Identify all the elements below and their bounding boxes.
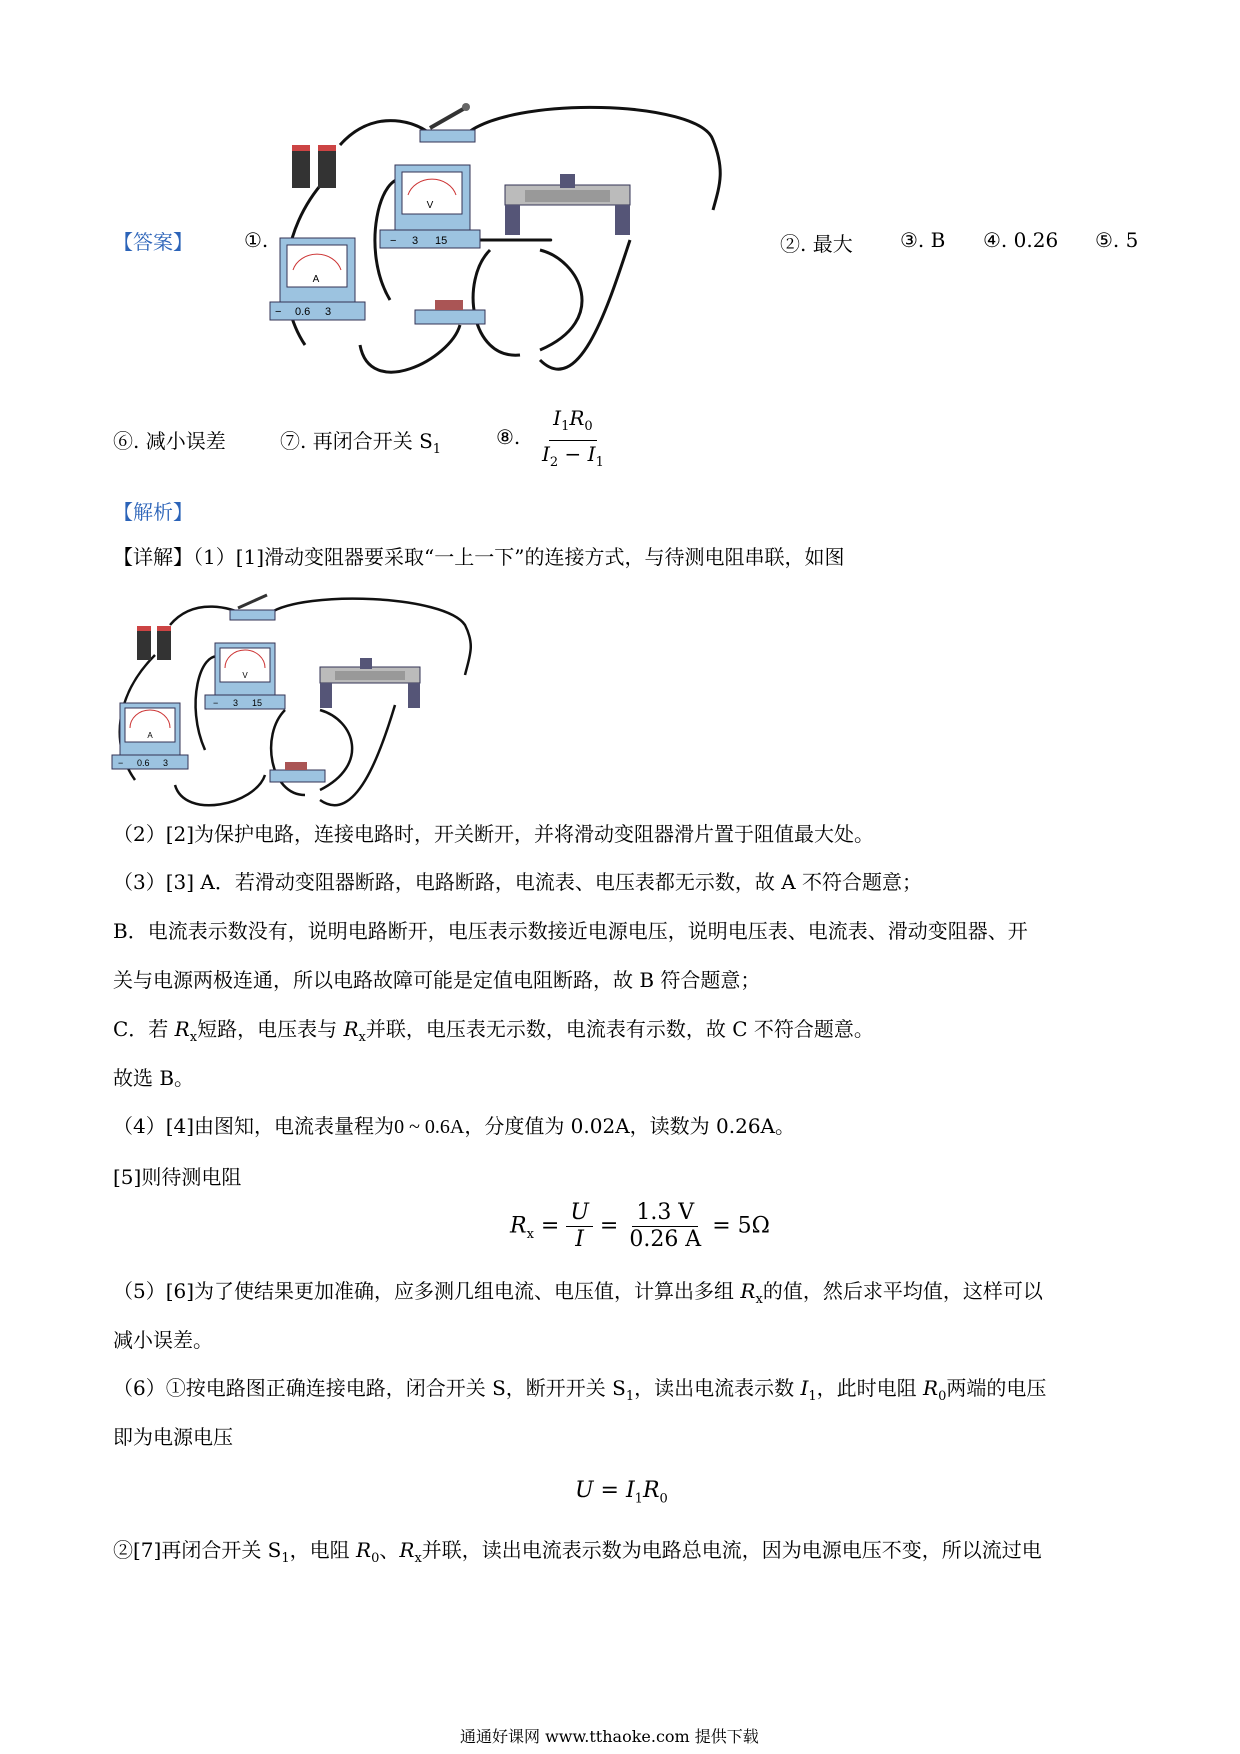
svg-text:3: 3	[325, 306, 332, 318]
svg-text:15: 15	[435, 235, 448, 247]
answer-item-4: ④. 0.26	[983, 228, 1059, 252]
paragraph-8: ②[7]再闭合开关 $S_1$，电阻 $R_0$、$R_x$并联，读出电流表示数为电路总电流，因为电源电压不变，所以流过电	[113, 1538, 1042, 1566]
detail-line-1: 【详解】（1）[1]滑动变阻器要采取“一上一下”的连接方式，与待测电阻串联，如图	[113, 545, 845, 569]
answer-item-3: ③. B	[900, 228, 946, 252]
paragraph-7a: （6）①按电路图正确连接电路，闭合开关 S，断开开关 $S_1$，读出电流表示数 $I_1$，此时电阻 $R_0$两端的电压	[113, 1376, 1047, 1404]
rheostat-icon	[505, 174, 630, 235]
battery-icon	[292, 145, 336, 188]
svg-text:−: −	[275, 306, 282, 318]
paragraph-3c: 关与电源两极连通，所以电路故障可能是定值电阻断路，故 B 符合题意；	[113, 968, 761, 992]
equation-rx: $R_x$ = $\frac{U}{I}$ = $\frac{1.3 V}{0.26 A}$ = 5Ω	[510, 1200, 770, 1252]
switch-icon	[230, 595, 275, 620]
analysis-label: 【解析】	[113, 500, 193, 524]
paragraph-4a: （4）[4]由图知，电流表量程为0 ~ 0.6A，分度值为 0.02A，读数为 0.26A。	[113, 1114, 795, 1138]
svg-text:0.6: 0.6	[137, 758, 150, 768]
paragraph-2: （2）[2]为保护电路，连接电路时，开关断开，并将滑动变阻器滑片置于阻值最大处。	[113, 822, 875, 846]
paragraph-3a: （3）[3] A．若滑动变阻器断路，电路断路，电流表、电压表都无示数，故 A 不符合题意；	[113, 870, 923, 894]
page-footer: 通通好课网 www.tthaoke.com 提供下载	[460, 1727, 759, 1746]
svg-text:−: −	[213, 698, 219, 708]
switch-icon	[420, 103, 475, 142]
paragraph-3b: B．电流表示数没有，说明电路断开，电压表示数接近电源电压，说明电压表、电流表、滑动变阻器、开	[113, 919, 1028, 943]
paragraph-6b: 减小误差。	[113, 1328, 213, 1352]
answer-item-8: ⑧.	[496, 425, 521, 449]
answer-item-5: ⑤. 5	[1095, 228, 1139, 252]
rheostat-icon	[320, 658, 420, 708]
answer-item-6: ⑥. 减小误差	[113, 429, 226, 453]
answer-label: 【答案】	[113, 230, 193, 254]
svg-text:−: −	[118, 758, 124, 768]
paragraph-5: [5]则待测电阻	[113, 1165, 242, 1189]
svg-text:A: A	[312, 274, 320, 285]
paragraph-7b: 即为电源电压	[113, 1425, 233, 1449]
paragraph-6a: （5）[6]为了使结果更加准确，应多测几组电流、电压值，计算出多组 $R_x$的值，然后求平均值，这样可以	[113, 1279, 1043, 1307]
svg-text:15: 15	[252, 698, 263, 708]
svg-text:A: A	[147, 731, 153, 740]
answer-item-7: ⑦. 再闭合开关 $S_1$	[280, 429, 442, 457]
svg-text:V: V	[426, 200, 434, 211]
circuit-diagram-detail	[115, 595, 485, 810]
answer-item-2: ②. 最大	[780, 232, 853, 256]
voltmeter-icon	[205, 643, 285, 709]
voltmeter-icon	[380, 165, 480, 248]
ammeter-icon	[270, 238, 365, 320]
svg-text:3: 3	[163, 758, 169, 768]
resistor-icon	[270, 762, 325, 782]
svg-text:0.6: 0.6	[295, 306, 311, 318]
ammeter-icon	[112, 703, 188, 769]
answer-formula-8: $\frac{I_1R_0}{I_2 - I_1}$	[542, 406, 604, 470]
answer-item-1: ①.	[244, 228, 269, 252]
svg-text:3: 3	[233, 698, 239, 708]
svg-text:V: V	[242, 671, 248, 680]
equation-u: $U = I_1R_0$	[575, 1478, 668, 1507]
circuit-diagram-answer	[275, 100, 740, 380]
svg-text:3: 3	[412, 235, 419, 247]
paragraph-3e: 故选 B。	[113, 1066, 195, 1090]
paragraph-3d: C．若 $R_x$短路，电压表与 $R_x$并联，电压表无示数，电流表有示数，故 C 不符合题意。	[113, 1017, 874, 1045]
svg-text:−: −	[390, 235, 397, 247]
